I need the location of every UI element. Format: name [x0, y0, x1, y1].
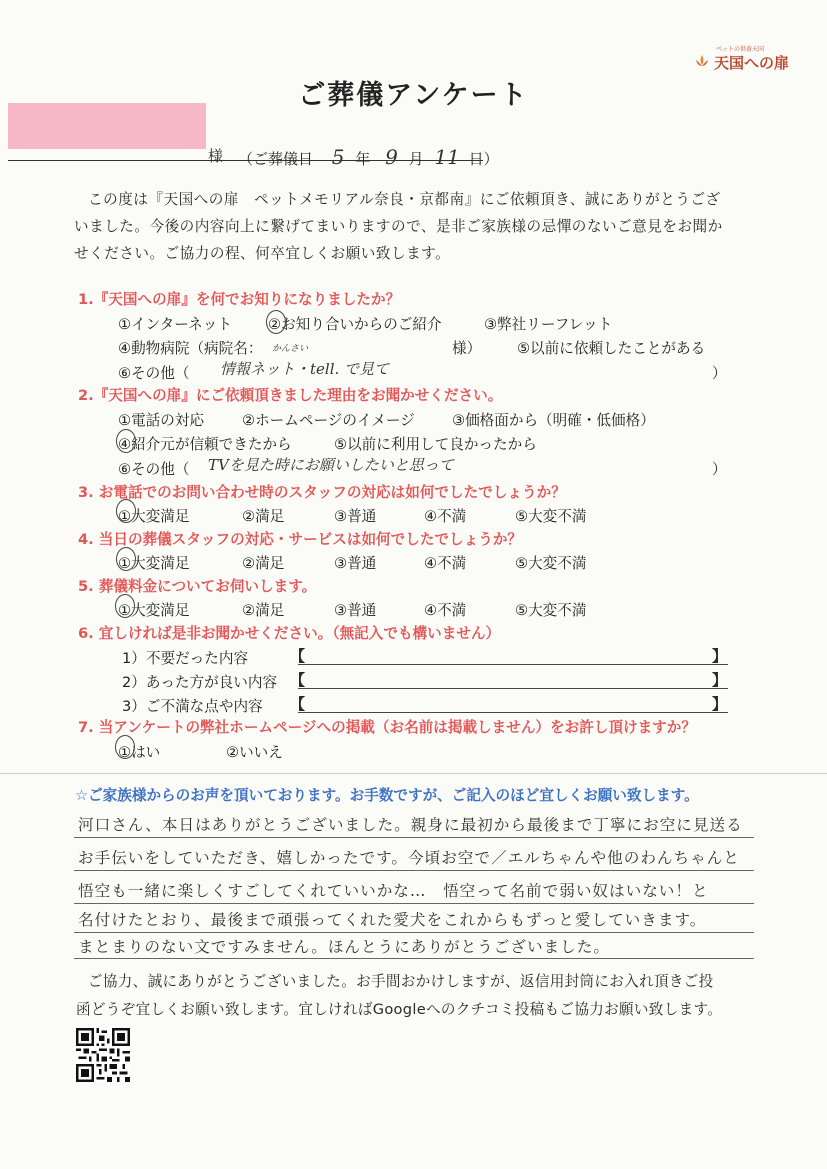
brand-logo: [694, 44, 806, 74]
q2-option-6[interactable]: ⑥その他（: [118, 461, 190, 478]
q5-option-5[interactable]: ⑤大変不満: [515, 602, 587, 619]
logo-name: 天国への扉: [714, 54, 790, 72]
q1-selected-circle: [266, 310, 286, 334]
q7-selected-circle: [115, 735, 135, 759]
date-month-value: 9: [385, 145, 398, 169]
closing-line: 函どうぞ宜しくお願い致します。宜しければGoogleへのクチコミ投稿もご協力お願い致します。: [76, 1001, 723, 1018]
q1-option-2[interactable]: ②お知り合いからのご紹介: [268, 316, 442, 333]
q5-option-4[interactable]: ④不満: [424, 602, 467, 619]
q2-option-2[interactable]: ②ホームページのイメージ: [242, 412, 415, 429]
redacted-name: [8, 103, 206, 149]
question-3-label: 3. お電話でのお問い合わせ時のスタッフの対応は如何でしたでしょうか？: [78, 484, 566, 501]
qr-code-icon[interactable]: [76, 1028, 130, 1082]
q6-item-3: 3）ご不満な点や内容: [122, 698, 263, 715]
q1-handwritten-answer: 情報ネット・tell. で見て: [220, 360, 390, 378]
q4-option-1[interactable]: ①大変満足: [118, 555, 190, 572]
intro-line: せください。ご協力の程、何卒宜しくお願い致します。: [74, 245, 451, 262]
q3-selected-circle: [116, 499, 136, 523]
q3-option-3[interactable]: ③普通: [334, 508, 377, 525]
q4-option-5[interactable]: ⑤大変不満: [515, 555, 587, 572]
voice-ruled-line: [74, 932, 754, 933]
q6-item-2-close: 】: [712, 671, 728, 689]
question-2-label: 2.『天国への扉』にご依頼頂きました理由をお聞かせください。: [78, 387, 503, 404]
q4-option-2[interactable]: ②満足: [242, 555, 285, 572]
voice-handwritten-line: まとまりのない文ですみません。ほんとうにありがとうございました。: [78, 938, 610, 956]
q6-item-2: 2）あった方が良い内容: [122, 674, 278, 691]
q5-selected-circle: [115, 594, 135, 618]
q3-option-2[interactable]: ②満足: [242, 508, 285, 525]
closing-line: ご協力、誠にありがとうございました。お手間おかけしますが、返信用封筒にお入れ頂きご投: [88, 973, 714, 990]
q4-selected-circle: [116, 547, 136, 571]
q2-selected-circle: [116, 429, 136, 453]
q6-item-1: 1）不要だった内容: [122, 650, 249, 667]
q6-item-3-field[interactable]: [298, 712, 728, 713]
voice-heading: ☆ご家族様からのお声を頂いております。お手数ですが、ご記入のほど宜しくお願い致します。: [75, 787, 699, 804]
question-5-label: 5. 葬儀料金についてお伺いします。: [78, 578, 317, 595]
q6-item-3-close: 】: [712, 695, 728, 713]
q6-item-2-open: 【: [290, 671, 306, 689]
lotus-icon: [694, 53, 710, 69]
q6-item-1-field[interactable]: [298, 664, 728, 665]
q1-option-5[interactable]: ⑤以前に依頼したことがある: [517, 340, 706, 357]
voice-handwritten-line: 河口さん、本日はありがとうございました。親身に最初から最後まで丁寧にお空に見送る: [78, 816, 743, 834]
closing-text: [76, 968, 748, 1024]
question-1-label: 1.『天国への扉』を何でお知りになりましたか？: [78, 291, 401, 308]
intro-line: この度は『天国への扉 ペットメモリアル奈良・京都南』にご依頼頂き、誠にありがとうござ: [88, 191, 721, 208]
voice-ruled-line: [74, 903, 754, 904]
q6-item-3-open: 【: [290, 695, 306, 713]
q1-option-1[interactable]: ①インターネット: [118, 316, 232, 333]
q4-option-3[interactable]: ③普通: [334, 555, 377, 572]
sama-label: 様: [208, 147, 224, 165]
q5-option-2[interactable]: ②満足: [242, 602, 285, 619]
q6-item-2-field[interactable]: [298, 688, 728, 689]
q3-option-1[interactable]: ①大変満足: [118, 508, 190, 525]
q4-option-4[interactable]: ④不満: [424, 555, 467, 572]
q3-option-4[interactable]: ④不満: [424, 508, 467, 525]
q2-option-1[interactable]: ①電話の対応: [118, 412, 205, 429]
q5-option-1[interactable]: ①大変満足: [118, 602, 190, 619]
date-year-label: 年: [355, 150, 371, 168]
q3-option-5[interactable]: ⑤大変不満: [515, 508, 587, 525]
voice-handwritten-line: 悟空も一緒に楽しくすごしてくれていいかな… 悟空って名前で弱い奴はいない！と: [78, 882, 709, 900]
date-day-value: 11: [434, 145, 460, 169]
date-day-label: 日）: [468, 150, 499, 168]
q2-option-3[interactable]: ③価格面から（明確・低価格）: [452, 412, 655, 429]
voice-ruled-line: [74, 958, 754, 959]
date-open-label: （ご葬儀日: [238, 150, 314, 168]
question-4-label: 4. 当日の葬儀スタッフの対応・サービスは如何でしたでしょうか？: [78, 531, 523, 548]
q6-item-1-close: 】: [712, 647, 728, 665]
voice-ruled-line: [74, 870, 754, 871]
funeral-date: [238, 145, 499, 169]
voice-handwritten-line: お手伝いをしていただき、嬉しかったです。今頃お空で／エルちゃんや他のわんちゃんと: [78, 849, 740, 867]
q1-option-4[interactable]: ④動物病院（病院名：: [118, 340, 263, 357]
q1-option-3[interactable]: ③弊社リーフレット: [484, 316, 613, 333]
voice-ruled-line: [74, 837, 754, 838]
question-6-label: 6. 宜しければ是非お聞かせください。（無記入でも構いません）: [78, 625, 501, 642]
section-divider: [0, 773, 827, 774]
intro-line: いました。今後の内容向上に繋げてまいりますので、是非ご家族様の忌憚のないご意見をお聞か: [74, 218, 723, 235]
q1-answer-ruby: かんさい: [272, 344, 309, 354]
q2-option-6-end: ）: [712, 461, 727, 478]
q1-option-4-end: 様）: [452, 340, 482, 357]
q6-item-1-open: 【: [290, 647, 306, 665]
intro-text: [74, 186, 748, 267]
q2-option-5[interactable]: ⑤以前に利用して良かったから: [334, 436, 537, 453]
date-month-label: 月: [408, 150, 424, 168]
q1-option-6-end: ）: [712, 365, 727, 382]
question-7-label: 7. 当アンケートの弊社ホームページへの掲載（お名前は掲載しません）をお許し頂けますか？: [78, 719, 696, 736]
q2-handwritten-answer: TVを見た時にお願いしたいと思って: [208, 456, 454, 474]
page-title: ご葬儀アンケート: [298, 80, 529, 111]
q7-option-2[interactable]: ②いいえ: [226, 744, 283, 761]
q7-option-1[interactable]: ①はい: [118, 744, 161, 761]
voice-handwritten-line: 名付けたとおり、最後まで頑張ってくれた愛犬をこれからもずっと愛していきます。: [78, 911, 707, 929]
q2-option-4[interactable]: ④紹介元が信頼できたから: [118, 436, 292, 453]
q1-option-6[interactable]: ⑥その他（: [118, 365, 190, 382]
logo-tagline: ペットの供養天国: [716, 46, 765, 53]
q5-option-3[interactable]: ③普通: [334, 602, 377, 619]
date-year-value: 5: [331, 145, 345, 169]
